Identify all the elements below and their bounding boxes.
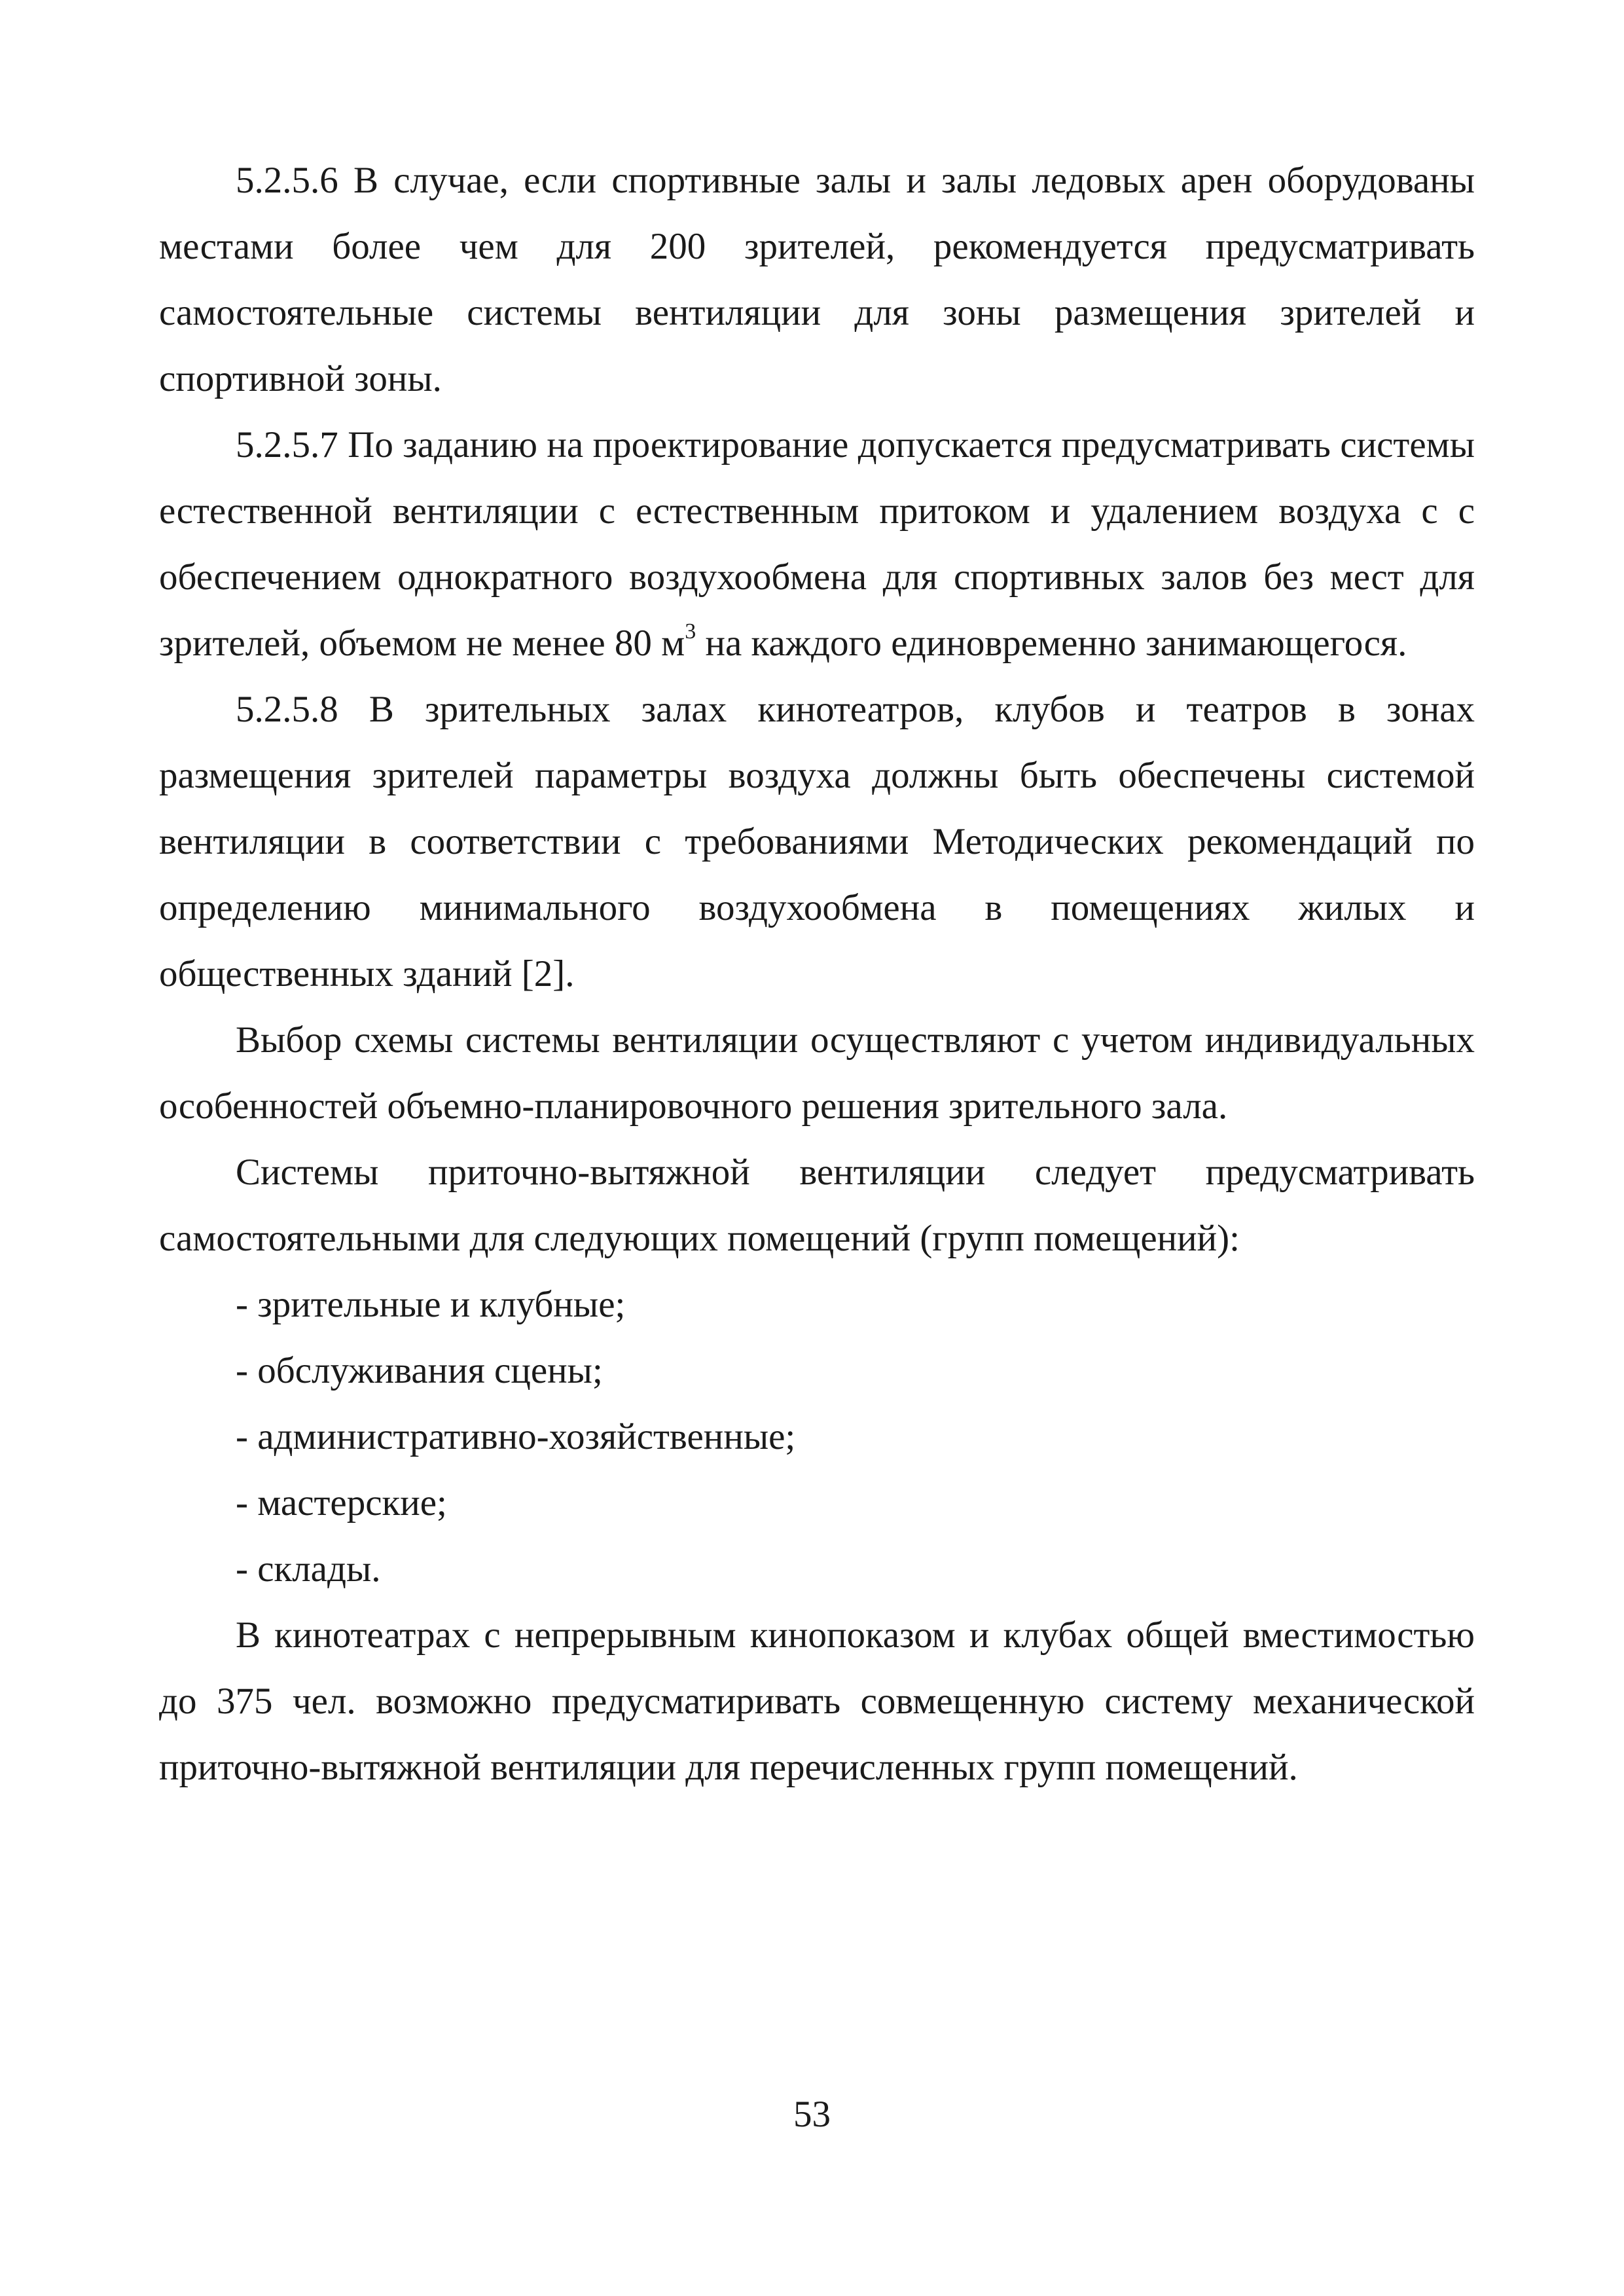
cubic-superscript: 3	[685, 619, 696, 644]
page-body	[159, 147, 1475, 1800]
paragraph-ventilation-systems: Системы приточно-вытяжной вентиляции следует предусматривать самостоятельными для следующих помещений (групп помещений):	[159, 1152, 1475, 1259]
paragraph-5-2-5-7	[159, 412, 1475, 676]
paragraph-5-2-5-6: 5.2.5.6 В случае, если спортивные залы и залы ледовых арен оборудованы местами более чем для 200 зрителей, рекомендуется предусматривать самостоятельные системы вентиляции для зоны размещения зрителей и спортивной зоны.	[159, 160, 1475, 399]
list-item: - мастерские;	[236, 1482, 447, 1523]
page-number: 53	[793, 2094, 831, 2135]
paragraph-5-2-5-8: 5.2.5.8 В зрительных залах кинотеатров, клубов и театров в зонах размещения зрителей параметры воздуха должны быть обеспечены системой вентиляции в соответствии с требованиями Методических рекомендаций по определению минимального воздухообмена в помещениях жилых и общественных зданий [2].	[159, 689, 1475, 994]
paragraph-5-2-5-7-text: 5.2.5.7 По заданию на проектирование допускается предусматривать системы естественной вентиляции с естественным притоком и удалением воздуха с с обеспечением однократного воздухообмена для спортивных залов без мест для зрителей, объемом не менее 80 м	[159, 424, 1475, 664]
list-item: - зрительные и клубные;	[236, 1284, 626, 1325]
list-item: - обслуживания сцены;	[236, 1350, 603, 1391]
list-item: - склады.	[236, 1548, 381, 1590]
list-item: - административно-хозяйственные;	[236, 1416, 796, 1457]
paragraph-cinemas: В кинотеатрах с непрерывным кинопоказом и клубах общей вместимостью до 375 чел. возможно предусматиривать совмещенную систему механической приточно-вытяжной вентиляции для перечисленных групп помещений.	[159, 1614, 1475, 1788]
paragraph-scheme-choice: Выбор схемы системы вентиляции осуществляют с учетом индивидуальных особенностей объемно-планировочного решения зрительного зала.	[159, 1019, 1475, 1127]
paragraph-5-2-5-7-tail: на каждого единовременно занимающегося.	[696, 623, 1407, 664]
